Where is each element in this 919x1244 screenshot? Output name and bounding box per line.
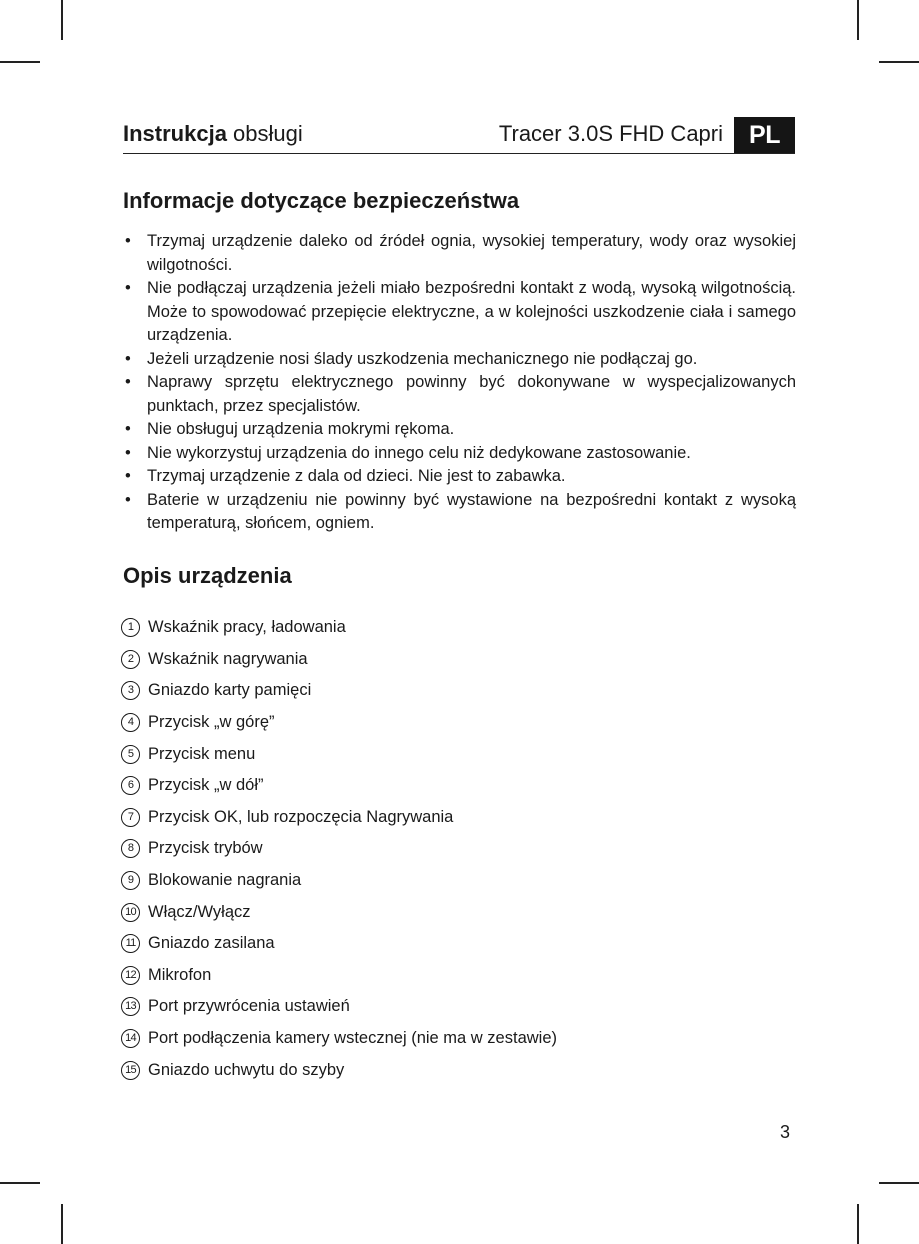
list-item-text: • Jeżeli urządzenie nosi ślady uszkodzenia mechanicznego nie podłączaj go. [147,349,698,368]
part-item [121,896,557,928]
product-name: Tracer 3.0S FHD Capri [498,121,723,146]
page-number: 3 [780,1122,791,1142]
part-label: Wskaźnik pracy, ładowania [148,618,346,637]
list-item-text: • Naprawy sprzętu elektrycznego powinny być dokonywane w wyspecjalizowanych punktach, przez specjalistów. [147,373,796,415]
part-label: Przycisk OK, lub rozpoczęcia Nagrywania [148,807,454,826]
list-item-text: • Trzymaj urządzenie daleko od źródeł ognia, wysokiej temperatury, wody oraz wysokiej wilgotności. [147,232,796,274]
part-item [121,928,557,960]
part-label: Gniazdo uchwytu do szyby [148,1060,345,1079]
part-item [121,1054,557,1086]
part-item [121,960,557,992]
part-label: Port przywrócenia ustawień [148,997,350,1016]
list-item [123,348,796,372]
crop-mark [61,0,63,40]
crop-mark [879,61,919,63]
part-label: Wskaźnik nagrywania [148,649,308,668]
part-item [121,707,557,739]
list-item-text: • Nie podłączaj urządzenia jeżeli miało bezpośredni kontakt z wodą, wysoką wilgotnością. Może to spowodować przepięcie elektryczne, a w kolejności uszkodzenie ciała i samego urządzenia. [147,279,796,344]
part-item [121,644,557,676]
number-circle-icon: 6 [121,776,140,795]
list-item-text: • Nie obsługuj urządzenia mokrymi rękoma. [147,420,455,438]
list-item-text: • Baterie w urządzeniu nie powinny być wystawione na bezpośredni kontakt z wysoką temperaturą, słońcem, ogniem. [147,490,796,532]
safety-section-title: Informacje dotyczące bezpieczeństwa [123,188,520,213]
crop-mark [0,1182,40,1184]
crop-mark [61,1204,63,1244]
part-item [121,865,557,897]
part-label: Włącz/Wyłącz [148,902,251,921]
part-label: Przycisk trybów [148,839,263,858]
number-circle-icon: 5 [121,745,140,764]
part-label: Mikrofon [148,965,212,984]
number-circle-icon: 14 [121,1029,140,1048]
part-label: Gniazdo karty pamięci [148,681,312,700]
safety-list [123,230,796,536]
device-parts-list [121,612,557,1086]
list-item [123,371,796,418]
number-circle-icon: 13 [121,997,140,1016]
manual-title-bold: Instrukcja [123,121,227,146]
part-item [121,675,557,707]
part-item [121,770,557,802]
number-circle-icon: 12 [121,966,140,985]
language-badge: PL [734,117,795,153]
number-circle-icon: 8 [121,839,140,858]
list-item [123,230,796,277]
number-circle-icon: 10 [121,903,140,922]
number-circle-icon: 4 [121,713,140,732]
crop-mark [857,1204,859,1244]
part-item [121,738,557,770]
number-circle-icon: 1 [121,618,140,637]
manual-title [123,120,303,148]
list-item [123,465,796,489]
part-item [121,833,557,865]
list-item [123,489,796,536]
list-item-text: • Nie wykorzystuj urządzenia do innego celu niż dedykowane zastosowanie. [147,443,691,462]
number-circle-icon: 11 [121,934,140,953]
part-label: Gniazdo zasilana [148,934,275,953]
crop-mark [879,1182,919,1184]
number-circle-icon: 15 [121,1061,140,1080]
part-label: Przycisk „w dół” [148,776,264,795]
list-item-text: • Trzymaj urządzenie z dala od dzieci. Nie jest to zabawka. [147,467,566,485]
manual-title-rest: obsługi [226,121,303,146]
list-item [123,442,796,466]
number-circle-icon: 7 [121,808,140,827]
part-label: Przycisk menu [148,744,256,763]
number-circle-icon: 9 [121,871,140,890]
part-item [121,612,557,644]
list-item [123,277,796,348]
number-circle-icon: 2 [121,650,140,669]
part-label: Blokowanie nagrania [148,871,302,890]
crop-mark [857,0,859,40]
part-item [121,802,557,834]
list-item [123,418,796,442]
part-label: Przycisk „w górę” [148,713,275,732]
part-item [121,1023,557,1055]
crop-mark [0,61,40,63]
part-item [121,991,557,1023]
device-description-title: Opis urządzenia [123,563,292,588]
page-header [123,117,795,154]
number-circle-icon: 3 [121,681,140,700]
part-label: Port podłączenia kamery wstecznej (nie ma w zestawie) [148,1029,557,1048]
